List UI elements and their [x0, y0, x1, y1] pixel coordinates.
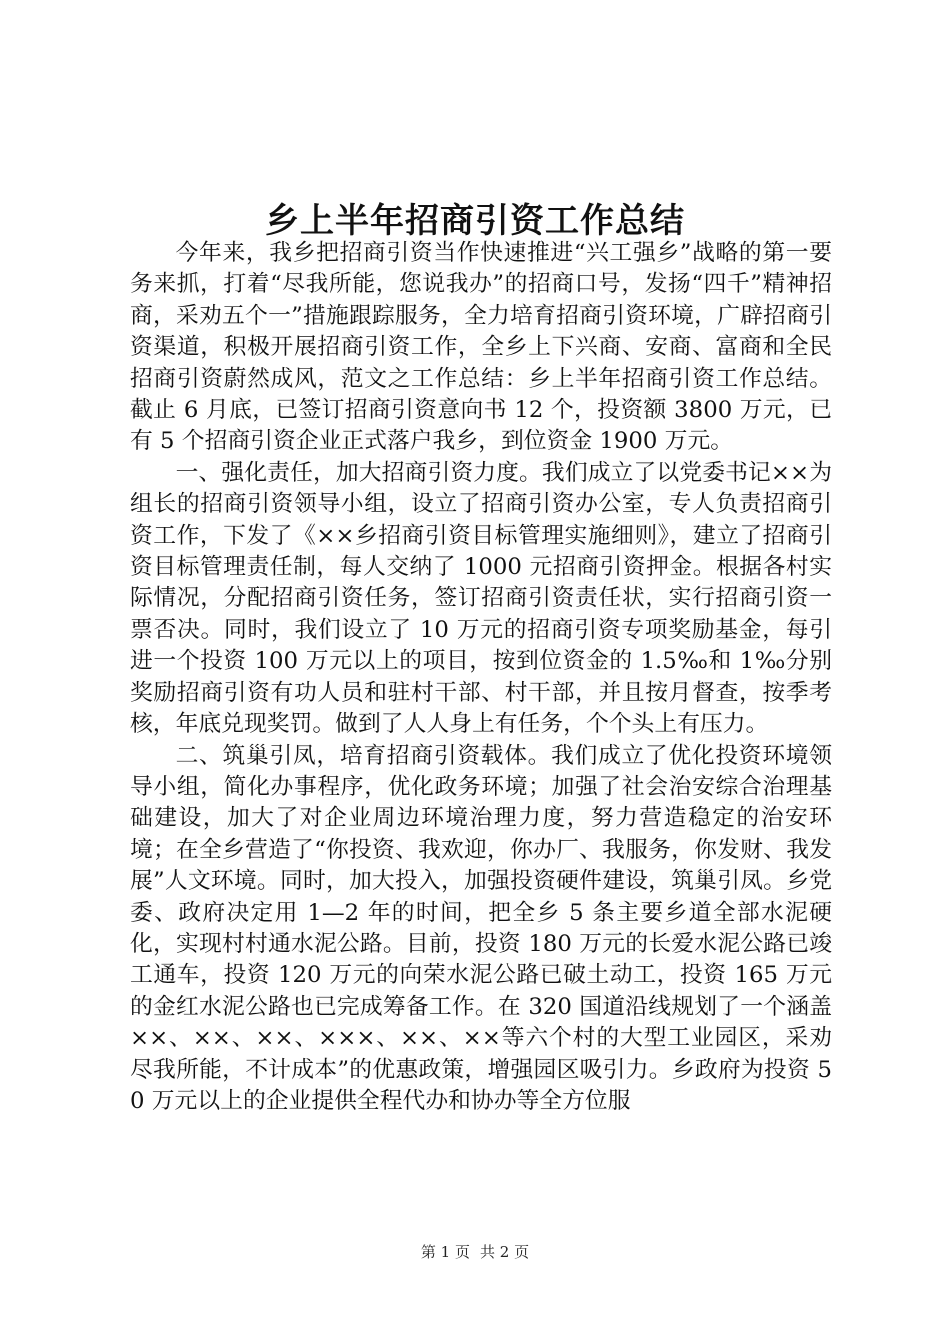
document-body: [130, 238, 832, 1117]
paragraph-section-2: 二、筑巢引凤，培育招商引资载体。我们成立了优化投资环境领导小组，简化办事程序，优化政务环境；加强了社会治安综合治理基础建设，加大了对企业周边环境治理力度，努力营造稳定的治安环境；在全乡营造了“你投资、我欢迎，你办厂、我服务，你发财、我发展”人文环境。同时，加大投入，加强投资硬件建设，筑巢引凤。乡党委、政府决定用 1—2 年的时间，把全乡 5 条主要乡道全部水泥硬化，实现村村通水泥公路。目前，投资 180 万元的长爱水泥公路已竣工通车，投资 120 万元的向荣水泥公路已破土动工，投资 165 万元的金红水泥公路也已完成筹备工作。在 320 国道沿线规划了一个涵盖××、××、××、×××、××、××等六个村的大型工业园区，采劝尽我所能，不计成本”的优惠政策，增强园区吸引力。乡政府为投资 50 万元以上的企业提供全程代办和协办等全方位服: [130, 742, 832, 1114]
page-number: 第 1 页: [420, 1243, 470, 1261]
page-footer: [0, 1242, 950, 1262]
document-title: 乡上半年招商引资工作总结: [265, 200, 685, 241]
paragraph-section-1: 一、强化责任，加大招商引资力度。我们成立了以党委书记××为组长的招商引资领导小组，设立了招商引资办公室，专人负责招商引资工作，下发了《××乡招商引资目标管理实施细则》，建立了招商引资目标管理责任制，每人交纳了 1000 元招商引资押金。根据各村实际情况，分配招商引资任务，签订招商引资责任状，实行招商引资一票否决。同时，我们设立了 10 万元的招商引资专项奖励基金，每引进一个投资 100 万元以上的项目，按到位资金的 1.5‰和 1‰分别奖励招商引资有功人员和驻村干部、村干部，并且按月督查，按季考核，年底兑现奖罚。做到了人人身上有任务，个个头上有压力。: [130, 459, 832, 738]
paragraph-intro: 今年来，我乡把招商引资当作快速推进“兴工强乡”战略的第一要务来抓，打着“尽我所能，您说我办”的招商口号，发扬“四千”精神招商，采劝五个一”措施跟踪服务，全力培育招商引资环境，广辟招商引资渠道，积极开展招商引资工作，全乡上下兴商、安商、富商和全民招商引资蔚然成风，范文之工作总结：乡上半年招商引资工作总结。截止 6 月底，已签订招商引资意向书 12 个，投资额 3800 万元，已有 5 个招商引资企业正式落户我乡，到位资金 1900 万元。: [130, 240, 832, 455]
page-total: 共 2 页: [480, 1243, 530, 1261]
